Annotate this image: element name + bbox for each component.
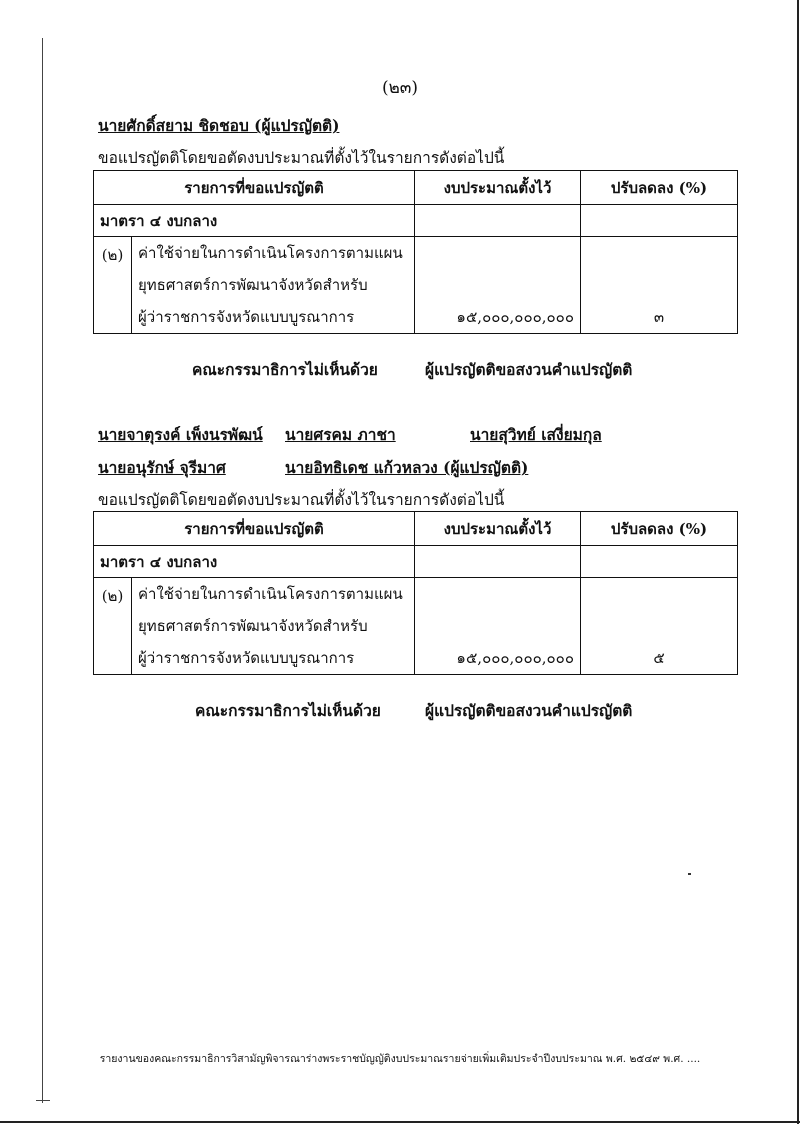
table-header-row xyxy=(94,512,738,546)
mover-decision: ผู้แปรญัตติขอสงวนคำแปรญัตติ xyxy=(425,360,633,379)
page-footer: รายงานของคณะกรรมาธิการวิสามัญพิจารณาร่างพระราชบัญญัติงบประมาณรายจ่ายเพิ่มเติมประจำปีงบประมาณ พ.ศ. ๒๕๔๙ พ.ศ. .... xyxy=(99,1053,701,1065)
item-line: ยุทธศาสตร์การพัฒนาจังหวัดสำหรับ xyxy=(138,617,368,635)
cut-percent: ๕ xyxy=(581,578,738,675)
amendment-table xyxy=(93,511,738,675)
empty-cell xyxy=(581,205,738,237)
item-line: ค่าใช้จ่ายในการดำเนินโครงการตามแผน xyxy=(138,585,403,603)
empty-cell xyxy=(415,205,581,237)
header-cut: ปรับลดลง (%) xyxy=(581,171,738,205)
item-line: ผู้ว่าราชการจังหวัดแบบบูรณาการ xyxy=(138,308,355,326)
mover-name: นายศักดิ์สยาม ชิดชอบ (ผู้แปรญัตติ) xyxy=(98,116,340,135)
header-item: รายการที่ขอแปรญัตติ xyxy=(94,171,415,205)
margin-line xyxy=(42,38,43,1103)
committee-decision: คณะกรรมาธิการไม่เห็นด้วย xyxy=(195,701,381,720)
header-item: รายการที่ขอแปรญัตติ xyxy=(94,512,415,546)
table-header-row xyxy=(94,171,738,205)
mover-name: นายสุวิทย์ เสงี่ยมกุล xyxy=(470,425,602,444)
page-border xyxy=(797,0,799,1124)
header-budget: งบประมาณตั้งไว้ xyxy=(415,171,581,205)
item-index: (๒) xyxy=(94,578,132,675)
mover-name: นายศรคม ภาชา xyxy=(285,425,396,444)
budget-amount: ๑๕,๐๐๐,๐๐๐,๐๐๐ xyxy=(415,237,581,334)
item-line: ยุทธศาสตร์การพัฒนาจังหวัดสำหรับ xyxy=(138,276,368,294)
item-line: ผู้ว่าราชการจังหวัดแบบบูรณาการ xyxy=(138,649,355,667)
item-description xyxy=(132,237,415,334)
table-row xyxy=(94,578,738,675)
mover-name: นายอิทธิเดช แก้วหลวง (ผู้แปรญัตติ) xyxy=(285,458,529,477)
section-row xyxy=(94,546,738,578)
scan-speck xyxy=(688,873,691,875)
section-label: มาตรา ๔ งบกลาง xyxy=(94,546,415,578)
mover-name: นายอนุรักษ์ จุรีมาศ xyxy=(98,458,226,477)
budget-amount: ๑๕,๐๐๐,๐๐๐,๐๐๐ xyxy=(415,578,581,675)
header-cut: ปรับลดลง (%) xyxy=(581,512,738,546)
empty-cell xyxy=(415,546,581,578)
item-index: (๒) xyxy=(94,237,132,334)
mover-decision: ผู้แปรญัตติขอสงวนคำแปรญัตติ xyxy=(425,701,633,720)
empty-cell xyxy=(581,546,738,578)
request-intro: ขอแปรญัตติโดยขอตัดงบประมาณที่ตั้งไว้ในรายการดังต่อไปนี้ xyxy=(98,491,505,509)
request-intro: ขอแปรญัตติโดยขอตัดงบประมาณที่ตั้งไว้ในรายการดังต่อไปนี้ xyxy=(98,149,505,167)
header-budget: งบประมาณตั้งไว้ xyxy=(415,512,581,546)
section-row xyxy=(94,205,738,237)
item-line: ค่าใช้จ่ายในการดำเนินโครงการตามแผน xyxy=(138,244,403,262)
table-row xyxy=(94,237,738,334)
committee-decision: คณะกรรมาธิการไม่เห็นด้วย xyxy=(192,360,378,379)
mover-name: นายจาตุรงค์ เพ็งนรพัฒน์ xyxy=(98,425,263,444)
margin-tick xyxy=(36,1100,50,1101)
item-description xyxy=(132,578,415,675)
amendment-table xyxy=(93,170,738,334)
page-number: (๒๓) xyxy=(381,78,419,98)
section-label: มาตรา ๔ งบกลาง xyxy=(94,205,415,237)
cut-percent: ๓ xyxy=(581,237,738,334)
page-border xyxy=(0,1121,800,1123)
